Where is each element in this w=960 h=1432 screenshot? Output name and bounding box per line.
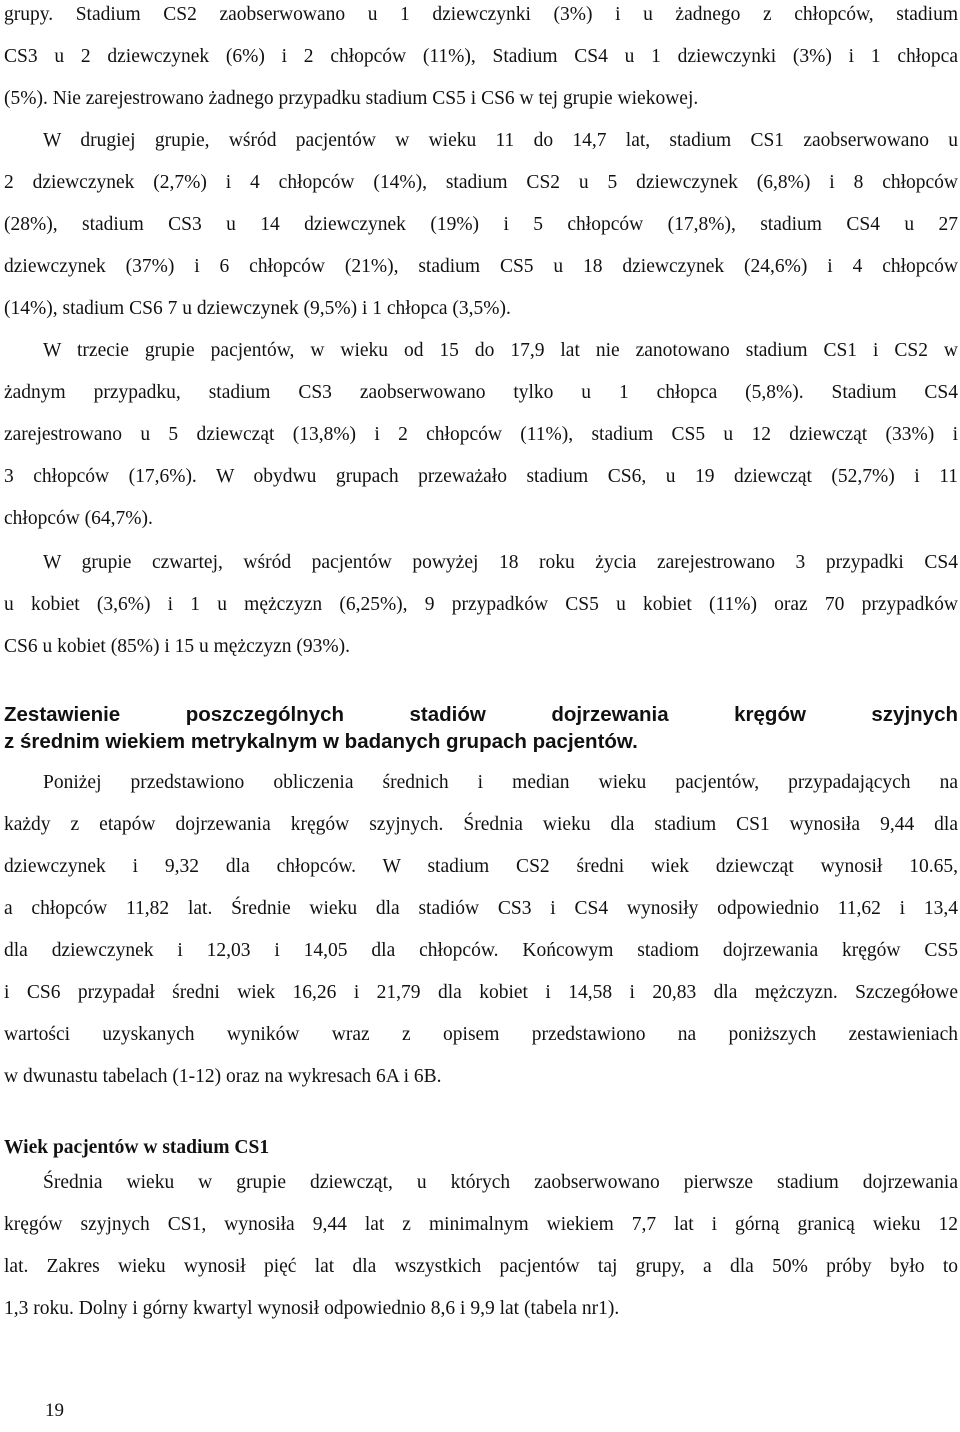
- text-line: grupy. Stadium CS2 zaobserwowano u 1 dziewczynki (3%) i u żadnego z chłopców, stadium: [4, 4, 958, 25]
- text-line: zarejestrowano u 5 dziewcząt (13,8%) i 2 chłopców (11%), stadium CS5 u 12 dziewcząt (33%) i: [4, 424, 958, 445]
- paragraph-third-group: [4, 330, 958, 540]
- text-line: i CS6 przypadał średni wiek 16,26 i 21,79 dla kobiet i 14,58 i 20,83 dla mężczyzn. Szczegółowe: [4, 982, 958, 1003]
- text-line: dziewczynek (37%) i 6 chłopców (21%), stadium CS5 u 18 dziewczynek (24,6%) i 4 chłopców: [4, 256, 958, 277]
- text-line: W grupie czwartej, wśród pacjentów powyżej 18 roku życia zarejestrowano 3 przypadki CS4: [43, 552, 958, 573]
- text-line: CS6 u kobiet (85%) i 15 u mężczyzn (93%).: [4, 636, 351, 657]
- section-heading: [4, 701, 958, 755]
- paragraph-mean-ages: [4, 762, 958, 1098]
- text-line: chłopców (64,7%).: [4, 508, 153, 529]
- text-line: W drugiej grupie, wśród pacjentów w wieku 11 do 14,7 lat, stadium CS1 zaobserwowano u: [43, 130, 958, 151]
- text-line: a chłopców 11,82 lat. Średnie wieku dla stadiów CS3 i CS4 wynosiły odpowiednio 11,62 i 13,4: [4, 898, 958, 919]
- text-line: u kobiet (3,6%) i 1 u mężczyzn (6,25%), 9 przypadków CS5 u kobiet (11%) oraz 70 przypadków: [4, 594, 958, 615]
- subsection-heading: Wiek pacjentów w stadium CS1: [4, 1137, 270, 1158]
- text-line: Poniżej przedstawiono obliczenia średnich i median wieku pacjentów, przypadających na: [43, 772, 958, 793]
- text-line: (14%), stadium CS6 7 u dziewczynek (9,5%) i 1 chłopca (3,5%).: [4, 298, 511, 319]
- text-line: (5%). Nie zarejestrowano żadnego przypadku stadium CS5 i CS6 w tej grupie wiekowej.: [4, 88, 699, 109]
- text-line: CS3 u 2 dziewczynek (6%) i 2 chłopców (11%), Stadium CS4 u 1 dziewczynki (3%) i 1 chłopca: [4, 46, 958, 67]
- text-line: dziewczynek i 9,32 dla chłopców. W stadium CS2 średni wiek dziewcząt wynosił 10.65,: [4, 856, 958, 877]
- text-line: kręgów szyjnych CS1, wynosiła 9,44 lat z minimalnym wiekiem 7,7 lat i górną granicą wieku 12: [4, 1214, 958, 1235]
- page-number: 19: [45, 1400, 64, 1421]
- text-line: w dwunastu tabelach (1-12) oraz na wykresach 6A i 6B.: [4, 1066, 442, 1087]
- text-line: 1,3 roku. Dolny i górny kwartyl wynosił odpowiednio 8,6 i 9,9 lat (tabela nr1).: [4, 1298, 620, 1319]
- text-line: każdy z etapów dojrzewania kręgów szyjnych. Średnia wieku dla stadium CS1 wynosiła 9,44 dla: [4, 814, 958, 835]
- text-line: 2 dziewczynek (2,7%) i 4 chłopców (14%), stadium CS2 u 5 dziewczynek (6,8%) i 8 chłopców: [4, 172, 958, 193]
- paragraph-group-stages: [4, 0, 958, 330]
- section-heading-line: Zestawienie poszczególnych stadiów dojrzewania kręgów szyjnych: [4, 703, 958, 726]
- paragraph-fourth-group: [4, 542, 958, 668]
- text-line: 3 chłopców (17,6%). W obydwu grupach przeważało stadium CS6, u 19 dziewcząt (52,7%) i 11: [4, 466, 958, 487]
- text-line: dla dziewczynek i 12,03 i 14,05 dla chłopców. Końcowym stadiom dojrzewania kręgów CS5: [4, 940, 958, 961]
- paragraph-cs1-age: [4, 1142, 958, 1330]
- text-line: lat. Zakres wieku wynosił pięć lat dla wszystkich pacjentów taj grupy, a dla 50% próby było to: [4, 1256, 958, 1277]
- section-heading-line: z średnim wiekiem metrykalnym w badanych grupach pacjentów.: [4, 730, 638, 753]
- text-line: W trzecie grupie pacjentów, w wieku od 15 do 17,9 lat nie zanotowano stadium CS1 i CS2 w: [43, 340, 958, 361]
- text-line: Średnia wieku w grupie dziewcząt, u których zaobserwowano pierwsze stadium dojrzewania: [43, 1172, 958, 1193]
- text-line: wartości uzyskanych wyników wraz z opisem przedstawiono na poniższych zestawieniach: [4, 1024, 958, 1045]
- text-line: (28%), stadium CS3 u 14 dziewczynek (19%) i 5 chłopców (17,8%), stadium CS4 u 27: [4, 214, 958, 235]
- text-line: żadnym przypadku, stadium CS3 zaobserwowano tylko u 1 chłopca (5,8%). Stadium CS4: [4, 382, 958, 403]
